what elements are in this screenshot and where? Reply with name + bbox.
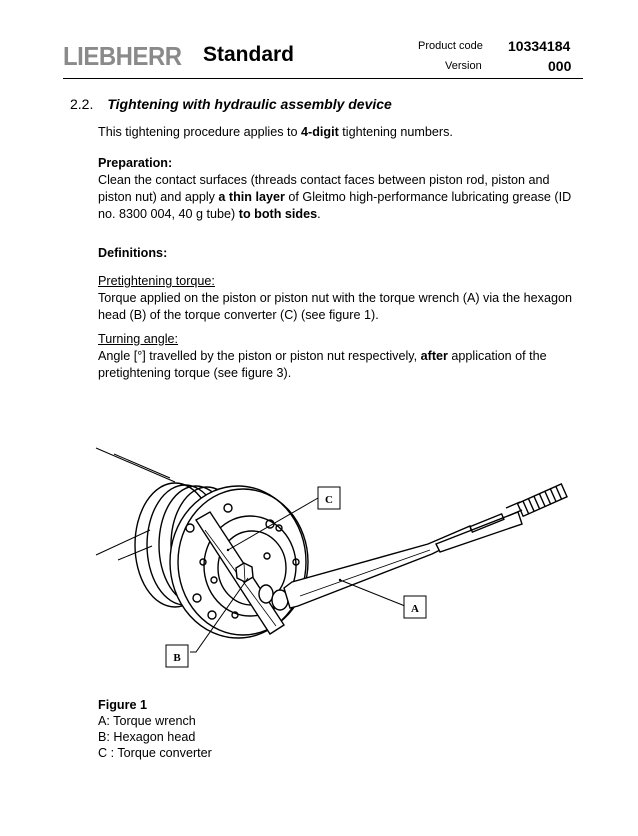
figure-caption-title-text: Figure 1 xyxy=(98,698,147,712)
figure-1-illustration xyxy=(0,430,638,685)
document-type: Standard xyxy=(203,43,295,66)
preparation-paragraph xyxy=(98,172,578,223)
preparation-heading xyxy=(98,155,578,172)
callout-c-label: C xyxy=(325,494,333,506)
preparation-heading-text: Preparation: xyxy=(98,156,173,170)
intro-bold: 4-digit xyxy=(301,125,339,139)
callout-a xyxy=(404,596,426,618)
version-label: Version xyxy=(445,60,482,72)
turning-text-2: application of the pretightening torque (see figure 3). xyxy=(98,349,547,380)
figure-caption-title xyxy=(98,697,578,714)
header-rule xyxy=(63,78,583,79)
preparation-bold-1: a thin layer xyxy=(218,190,285,204)
figure-legend-c: C : Torque converter xyxy=(98,746,212,760)
figure-legend-a: A: Torque wrench xyxy=(98,714,196,728)
pretightening-heading: Pretightening torque: xyxy=(98,274,215,288)
figure-legend-b: B: Hexagon head xyxy=(98,730,196,744)
callout-c xyxy=(318,487,340,509)
callout-b xyxy=(166,645,188,667)
preparation-text-3: . xyxy=(317,207,321,221)
callout-a-label: A xyxy=(411,603,419,615)
section-heading xyxy=(70,95,392,113)
intro-paragraph xyxy=(98,124,578,141)
pretightening-definition: Torque applied on the piston or piston nut with the torque wrench (A) via the hexagon head (B) of the torque converter (C) (see figure 1). xyxy=(98,291,572,322)
section-number: 2.2. xyxy=(70,96,94,112)
turning-angle-heading: Turning angle: xyxy=(98,332,179,346)
version-value: 000 xyxy=(548,58,572,74)
product-code-value: 10334184 xyxy=(508,38,571,54)
intro-text-end: tightening numbers. xyxy=(338,125,453,139)
preparation-text-2: of Gleitmo high-performance lubricating grease (ID no. 8300 004, 40 g tube) xyxy=(98,190,572,221)
section-title: Tightening with hydraulic assembly device xyxy=(107,96,392,112)
liebherr-logo: LIEBHERR xyxy=(63,41,182,71)
definitions-heading-text: Definitions: xyxy=(98,246,168,260)
turning-bold: after xyxy=(420,349,448,363)
product-code-label: Product code xyxy=(418,40,483,52)
callout-b-label: B xyxy=(173,652,181,664)
preparation-bold-2: to both sides xyxy=(238,207,318,221)
preparation-text-1: Clean the contact surfaces (threads contact faces between piston rod, piston and piston nut) and apply xyxy=(98,173,550,204)
intro-text: This tightening procedure applies to xyxy=(98,125,302,139)
definitions-heading xyxy=(98,245,578,262)
turning-angle-definition xyxy=(98,348,578,382)
turning-text-1: Angle [°] travelled by the piston or piston nut respectively, xyxy=(98,349,421,363)
